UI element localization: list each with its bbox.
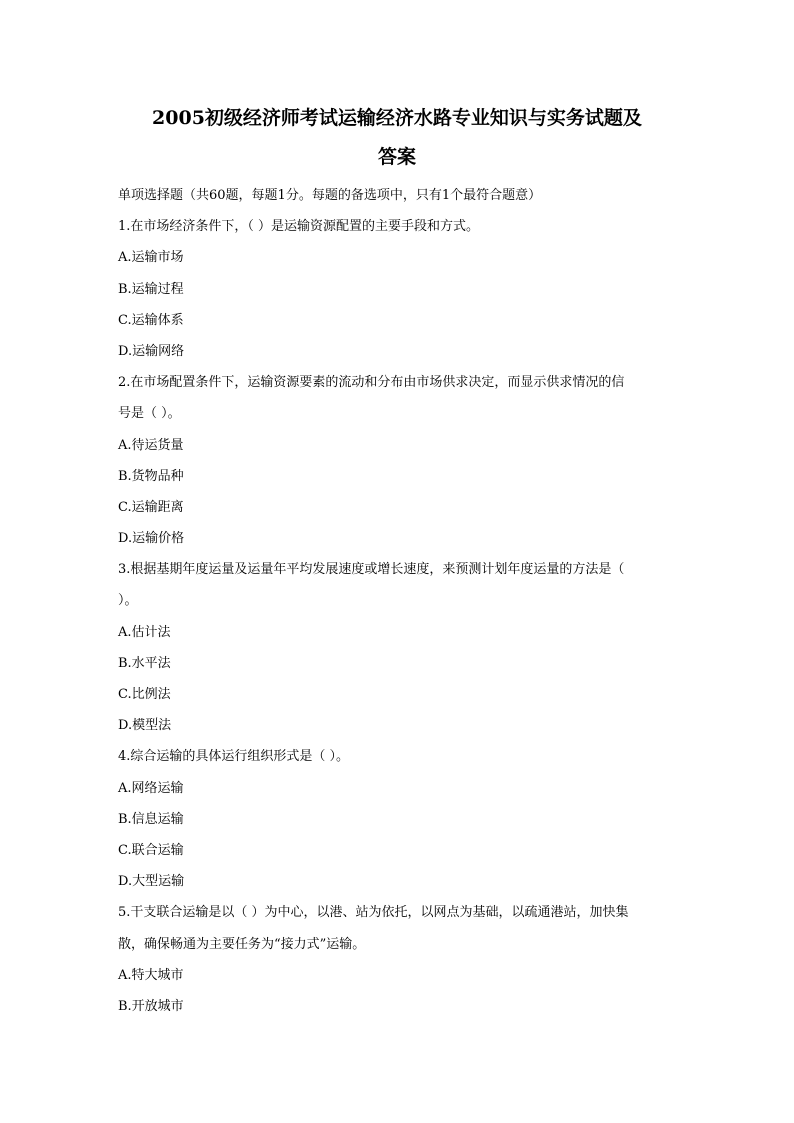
answer-option: D.模型法 bbox=[118, 718, 172, 734]
answer-option: B.货物品种 bbox=[118, 468, 184, 484]
answer-option: A.估计法 bbox=[118, 624, 171, 640]
answer-option: B.信息运输 bbox=[118, 811, 184, 827]
question-text: 2.在市场配置条件下，运输资源要素的流动和分布由市场供求决定，而显示供求情况的信 bbox=[118, 375, 625, 391]
question-text: 1.在市场经济条件下，（ ）是运输资源配置的主要手段和方式。 bbox=[118, 219, 480, 235]
answer-option: B.水平法 bbox=[118, 655, 171, 671]
document-title bbox=[0, 99, 794, 177]
answer-option: C.运输距离 bbox=[118, 499, 184, 515]
title-line-2: 答案 bbox=[377, 146, 416, 168]
text-line: ）。 bbox=[118, 593, 138, 609]
answer-option: A.网络运输 bbox=[118, 780, 184, 796]
question-text: 5.干支联合运输是以（ ）为中心，以港、站为依托，以网点为基础，以疏通港站，加快集 bbox=[118, 905, 629, 921]
answer-option: A.特大城市 bbox=[118, 967, 184, 983]
answer-option: C.联合运输 bbox=[118, 842, 184, 858]
question-text: 3.根据基期年度运量及运量年平均发展速度或增长速度，来预测计划年度运量的方法是（ bbox=[118, 562, 625, 578]
answer-option: A.待运货量 bbox=[118, 437, 184, 453]
answer-option: D.大型运输 bbox=[118, 874, 185, 890]
title-line-1: 2005初级经济师考试运输经济水路专业知识与实务试题及 bbox=[152, 107, 642, 129]
question-text: 4.综合运输的具体运行组织形式是（ ）。 bbox=[118, 749, 350, 765]
answer-option: A.运输市场 bbox=[118, 250, 184, 266]
document-body bbox=[118, 180, 688, 1022]
section-heading: 单项选择题（共60题，每题1分。每题的备选项中，只有1个最符合题意） bbox=[118, 188, 542, 203]
answer-option: B.开放城市 bbox=[118, 998, 184, 1014]
text-line: 号是（ ）。 bbox=[118, 406, 181, 422]
answer-option: C.运输体系 bbox=[118, 312, 184, 328]
answer-option: C.比例法 bbox=[118, 687, 171, 702]
answer-option: D.运输价格 bbox=[118, 531, 185, 547]
answer-option: D.运输网络 bbox=[118, 343, 185, 359]
answer-option: B.运输过程 bbox=[118, 281, 184, 297]
text-line: 散，确保畅通为主要任务为“接力式”运输。 bbox=[118, 936, 366, 952]
